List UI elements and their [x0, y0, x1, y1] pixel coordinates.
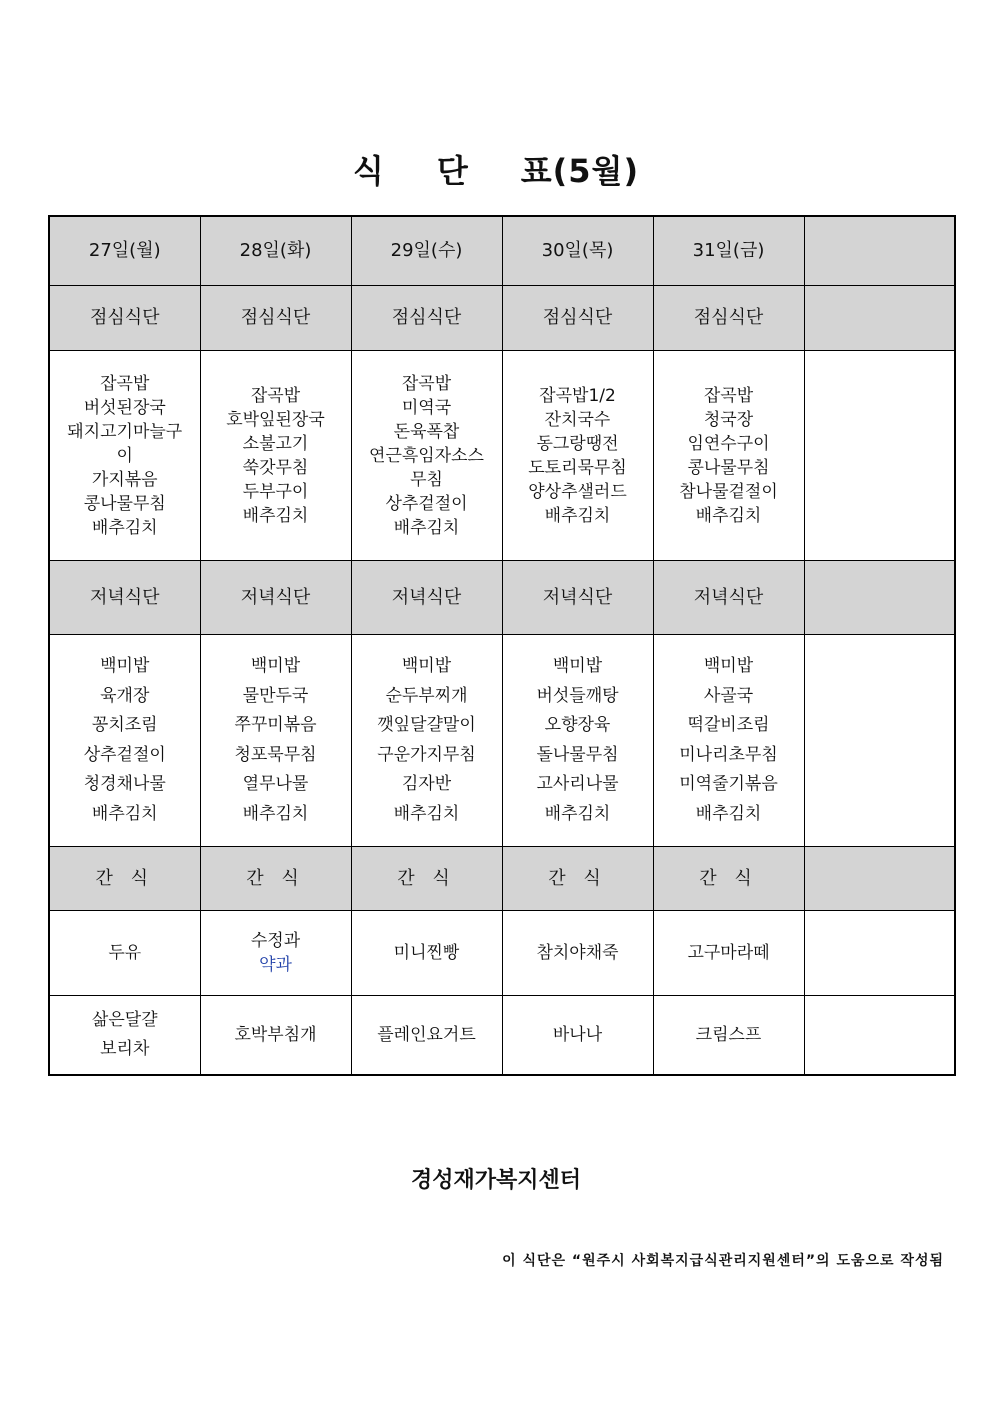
menu-item: 미역줄기볶음	[679, 774, 778, 794]
menu-item: 양상추샐러드	[528, 481, 627, 502]
menu-item: 미니찐빵	[393, 943, 460, 963]
menu-item: 고구마라떼	[687, 943, 770, 963]
menu-item: 이	[116, 445, 133, 466]
snack-cell	[200, 911, 351, 996]
menu-item: 도토리묵무침	[528, 457, 627, 478]
date-cell: 29일(수)	[351, 216, 502, 286]
snack-label-row	[49, 847, 955, 911]
menu-item: 약과	[259, 955, 292, 975]
menu-item: 돈육폭찹	[393, 421, 460, 442]
menu-item: 배추김치	[91, 517, 158, 538]
menu-item: 청경채나물	[83, 774, 166, 794]
menu-item: 김자반	[401, 774, 452, 794]
lunch-label-cell: 점심식단	[502, 286, 653, 351]
lunch-menu-cell	[653, 351, 804, 561]
menu-item: 수정과	[250, 931, 301, 951]
dinner-label-cell: 저녁식단	[49, 561, 200, 635]
menu-item: 연근흑임자소스	[369, 445, 484, 466]
menu-item: 백미밥	[703, 656, 754, 676]
snack-cell	[804, 911, 955, 996]
menu-item: 참치야채죽	[536, 943, 619, 963]
menu-item: 배추김치	[242, 505, 309, 526]
snack-label-cell: 간 식	[502, 847, 653, 911]
snack-cell	[49, 996, 200, 1076]
menu-item: 두부구이	[242, 481, 309, 502]
menu-item: 물만두국	[242, 685, 309, 706]
menu-item: 동그랑땡전	[536, 433, 619, 454]
menu-item: 쑥갓무침	[242, 457, 309, 478]
title-part-3: 표(5월)	[520, 152, 640, 190]
lunch-menu-cell	[49, 351, 200, 561]
lunch-label-cell	[804, 286, 955, 351]
snack-cell	[502, 996, 653, 1076]
menu-item: 열무나물	[242, 774, 309, 794]
page-title	[0, 146, 992, 192]
dinner-menu-cell	[653, 635, 804, 847]
menu-item: 바나나	[552, 1024, 603, 1045]
menu-item: 잡곡밥1/2	[539, 385, 616, 406]
menu-item: 가지볶음	[91, 469, 158, 490]
menu-item: 배추김치	[393, 517, 460, 538]
menu-item: 배추김치	[544, 803, 611, 824]
snack-cell	[49, 911, 200, 996]
menu-item: 고사리나물	[536, 774, 619, 794]
menu-item: 백미밥	[401, 656, 452, 676]
snack-label-cell: 간 식	[653, 847, 804, 911]
menu-item: 쭈꾸미볶음	[234, 715, 317, 735]
dinner-label-cell: 저녁식단	[200, 561, 351, 635]
date-cell	[804, 216, 955, 286]
menu-item: 상추겉절이	[83, 744, 166, 765]
lunch-menu-cell	[351, 351, 502, 561]
lunch-label-cell: 점심식단	[351, 286, 502, 351]
lunch-menu-cell	[200, 351, 351, 561]
menu-item: 플레인요거트	[377, 1024, 476, 1045]
menu-item: 백미밥	[250, 656, 301, 676]
snack-label-cell: 간 식	[351, 847, 502, 911]
center-name: 경성재가복지센터	[410, 1168, 582, 1193]
menu-item: 미역국	[401, 397, 452, 418]
menu-item: 배추김치	[91, 803, 158, 824]
menu-item: 미나리초무침	[679, 744, 778, 765]
lunch-label-cell: 점심식단	[653, 286, 804, 351]
menu-item: 잡곡밥	[401, 373, 452, 394]
menu-item: 콩나물무침	[687, 457, 770, 478]
lunch-menu-cell	[804, 351, 955, 561]
snack-cell	[502, 911, 653, 996]
snack-cell	[804, 996, 955, 1076]
menu-item: 보리차	[100, 1039, 150, 1059]
menu-item: 구운가지무침	[377, 744, 476, 765]
menu-item: 떡갈비조림	[687, 715, 770, 735]
snack-row-1	[49, 911, 955, 996]
dinner-menu-cell	[200, 635, 351, 847]
dinner-label-cell: 저녁식단	[351, 561, 502, 635]
date-cell: 28일(화)	[200, 216, 351, 286]
dinner-label-row	[49, 561, 955, 635]
snack-cell	[351, 996, 502, 1076]
menu-item: 참나물겉절이	[679, 481, 778, 502]
dinner-label-cell: 저녁식단	[653, 561, 804, 635]
menu-item: 무침	[410, 469, 443, 490]
date-cell: 27일(월)	[49, 216, 200, 286]
lunch-menu-cell	[502, 351, 653, 561]
date-cell: 31일(금)	[653, 216, 804, 286]
menu-item: 청포묵무침	[234, 744, 317, 765]
lunch-label-cell: 점심식단	[200, 286, 351, 351]
menu-item: 잡곡밥	[703, 385, 754, 406]
meal-plan-table	[48, 215, 956, 1076]
dinner-menu-cell	[502, 635, 653, 847]
dinner-menu-cell	[49, 635, 200, 847]
title-part-1: 식	[352, 152, 385, 190]
menu-item: 삶은달걀	[91, 1010, 158, 1030]
lunch-label-row	[49, 286, 955, 351]
menu-item: 백미밥	[100, 656, 150, 676]
dinner-menu-cell	[804, 635, 955, 847]
menu-item: 잔치국수	[544, 409, 611, 430]
menu-item: 사골국	[703, 685, 754, 706]
menu-item: 백미밥	[552, 656, 603, 676]
snack-label-cell: 간 식	[200, 847, 351, 911]
menu-item: 순두부찌개	[385, 685, 468, 706]
snack-label-cell: 간 식	[49, 847, 200, 911]
menu-item: 임연수구이	[687, 433, 770, 454]
menu-item: 잡곡밥	[100, 373, 150, 394]
date-cell: 30일(목)	[502, 216, 653, 286]
menu-item: 육개장	[100, 685, 150, 706]
dinner-menu-row	[49, 635, 955, 847]
menu-item: 잡곡밥	[250, 385, 301, 406]
footnote: 이 식단은 “원주시 사회복지급식관리지원센터”의 도움으로 작성됨	[502, 1253, 944, 1269]
menu-item: 배추김치	[242, 803, 309, 824]
snack-cell	[653, 911, 804, 996]
menu-item: 배추김치	[544, 505, 611, 526]
menu-item: 버섯된장국	[83, 397, 166, 418]
menu-item: 돼지고기마늘구	[67, 421, 183, 442]
menu-item: 배추김치	[393, 803, 460, 824]
date-header-row	[49, 216, 955, 286]
dinner-menu-cell	[351, 635, 502, 847]
snack-cell	[351, 911, 502, 996]
lunch-menu-row	[49, 351, 955, 561]
menu-item: 소불고기	[242, 433, 309, 454]
menu-item: 꽁치조림	[91, 715, 158, 735]
menu-item: 깻잎달걀말이	[377, 715, 476, 735]
snack-label-cell	[804, 847, 955, 911]
menu-item: 배추김치	[695, 505, 762, 526]
menu-item: 상추겉절이	[385, 493, 468, 514]
lunch-label-cell: 점심식단	[49, 286, 200, 351]
menu-item: 배추김치	[695, 803, 762, 824]
menu-item: 돌나물무침	[536, 744, 619, 765]
snack-cell	[200, 996, 351, 1076]
title-part-2: 단	[436, 152, 469, 190]
menu-item: 콩나물무침	[83, 493, 166, 514]
snack-row-2	[49, 996, 955, 1076]
menu-item: 호박잎된장국	[226, 409, 325, 430]
dinner-label-cell: 저녁식단	[502, 561, 653, 635]
menu-item: 버섯들깨탕	[536, 685, 619, 706]
menu-item: 오향장육	[544, 715, 611, 735]
menu-item: 청국장	[703, 409, 754, 430]
dinner-label-cell	[804, 561, 955, 635]
snack-cell	[653, 996, 804, 1076]
menu-item: 크림스프	[695, 1024, 762, 1045]
menu-item: 두유	[108, 943, 142, 963]
menu-item: 호박부침개	[234, 1024, 317, 1045]
